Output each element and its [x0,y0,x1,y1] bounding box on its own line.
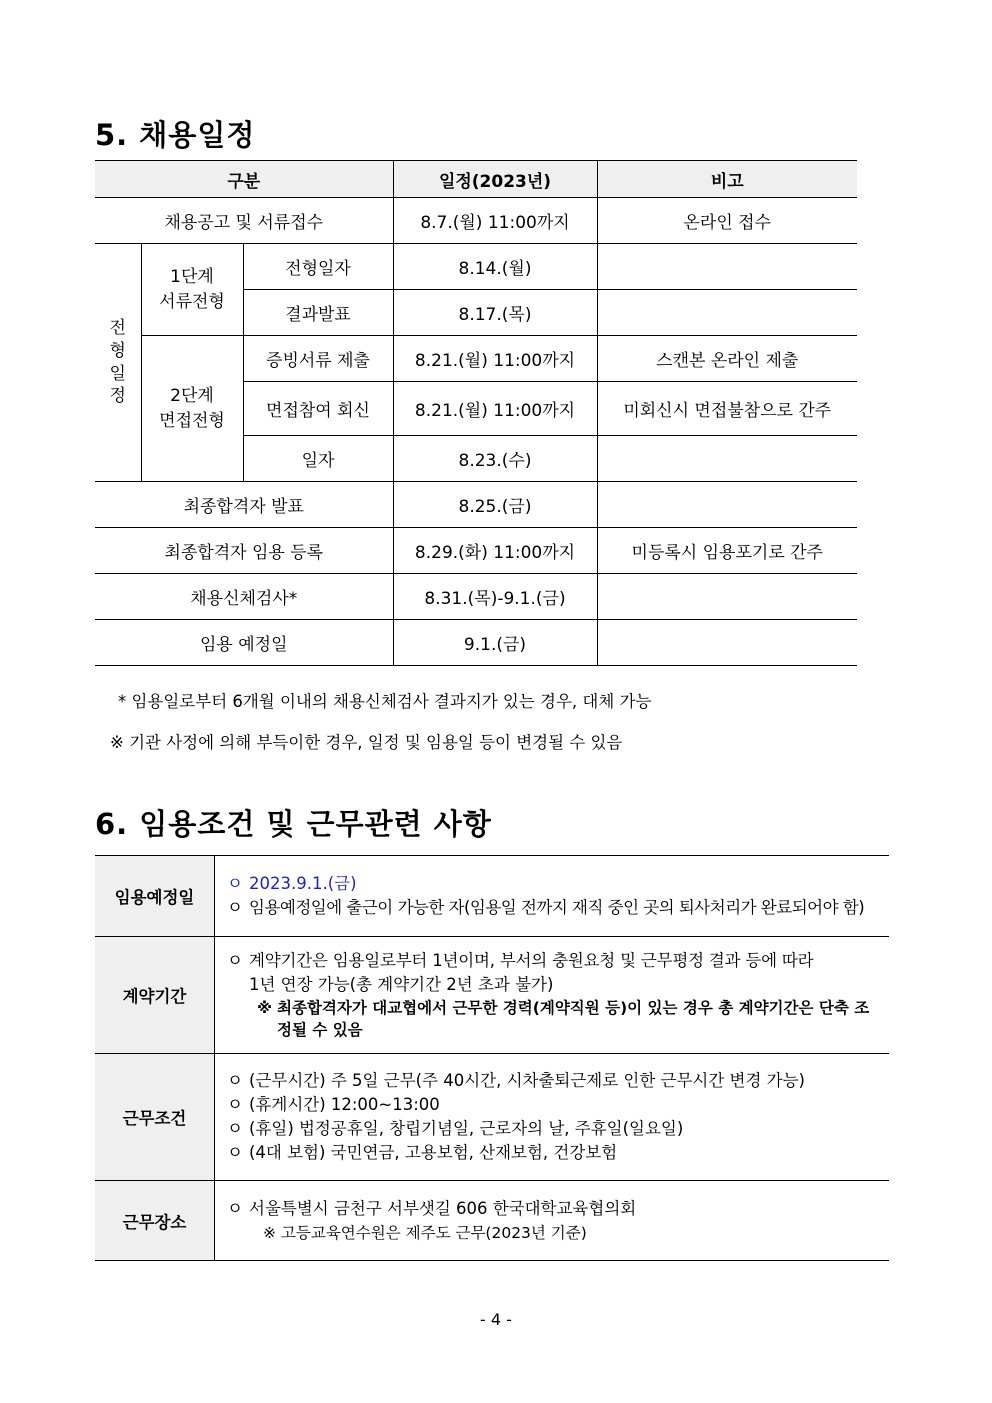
row-label: 채용신체검사* [95,574,393,620]
conditions-table [95,855,889,1261]
row-date: 8.21.(월) 11:00까지 [393,382,597,436]
row-date: 8.25.(금) [393,482,597,528]
content-work-place [215,1181,890,1261]
table-row [95,574,857,620]
col-header-schedule: 일정(2023년) [393,161,597,198]
row-note [597,244,857,290]
row-note: 온라인 접수 [597,198,857,244]
row-note [597,436,857,482]
col-header-remarks: 비고 [597,161,857,198]
bullet-icon: ㅇ [227,1198,243,1218]
table-row [95,856,889,937]
content-contract-period [215,937,890,1054]
contract-line: 계약기간은 임용일로부터 1년이며, 부서의 충원요청 및 근무평정 결과 등에 따라 [249,951,814,970]
schedule-table [95,160,857,666]
row-label: 채용공고 및 서류접수 [95,198,393,244]
table-row [95,198,857,244]
row-note [597,574,857,620]
table-row [95,937,889,1054]
row-label: 최종합격자 임용 등록 [95,528,393,574]
footnote-health-check: * 임용일로부터 6개월 이내의 채용신체검사 결과지가 있는 경우, 대체 가능 [118,692,652,711]
start-date-value: 2023.9.1.(금) [249,874,357,893]
bullet-icon: ㅇ [227,951,243,970]
table-row [95,620,857,666]
row-label: 임용 예정일 [95,620,393,666]
row-note [597,482,857,528]
bullet-icon: ㅇ [227,1119,243,1138]
content-work-conditions [215,1054,890,1181]
condition-item: (4대 보험) 국민연금, 고용보험, 산재보험, 건강보험 [249,1143,618,1162]
row-date: 8.23.(수) [393,436,597,482]
group-label-screening: 전 형 일 정 [95,244,141,482]
contract-reference: 최종합격자가 대교협에서 근무한 경력(계약직원 등)이 있는 경우 총 계약기간은 단축 조정될 수 있음 [277,999,870,1039]
row-label: 최종합격자 발표 [95,482,393,528]
contract-line-cont: 1년 연장 가능(총 계약기간 2년 초과 불가) [249,975,554,994]
footnote-schedule-change: ※ 기관 사정에 의해 부득이한 경우, 일정 및 임용일 등이 변경될 수 있음 [110,733,623,752]
table-row [95,336,857,382]
bullet-icon: ㅇ [227,1143,243,1162]
bullet-icon: ㅇ [227,898,243,917]
start-requirement: 임용예정일에 출근이 가능한 자(임용일 전까지 재직 중인 곳의 퇴사처리가 완료되어야 함) [249,898,865,917]
bullet-icon: ㅇ [227,1071,243,1090]
condition-item: (휴일) 법정공휴일, 창립기념일, 근로자의 날, 주휴일(일요일) [249,1119,684,1138]
section5-heading: 5. 채용일정 [95,118,256,152]
row-note: 스캔본 온라인 제출 [597,336,857,382]
condition-item: (휴게시간) 12:00~13:00 [249,1095,440,1114]
reference-mark-icon: ※ [257,999,273,1017]
row-date: 8.29.(화) 11:00까지 [393,528,597,574]
row-label: 전형일자 [243,244,393,290]
row-date: 8.21.(월) 11:00까지 [393,336,597,382]
table-row [95,482,857,528]
label-work-conditions: 근무조건 [95,1054,215,1181]
row-date: 8.14.(월) [393,244,597,290]
stage1-label: 1단계 서류전형 [141,244,243,336]
table-row [95,1054,889,1181]
row-date: 8.7.(월) 11:00까지 [393,198,597,244]
row-label: 결과발표 [243,290,393,336]
row-note: 미회신시 면접불참으로 간주 [597,382,857,436]
label-start-date: 임용예정일 [95,856,215,937]
label-contract-period: 계약기간 [95,937,215,1054]
row-date: 8.17.(목) [393,290,597,336]
row-note [597,290,857,336]
work-place-note: ※ 고등교육연수원은 제주도 근무(2023년 기준) [263,1223,587,1242]
row-label: 증빙서류 제출 [243,336,393,382]
row-date: 8.31.(목)-9.1.(금) [393,574,597,620]
work-place-address: 서울특별시 금천구 서부샛길 606 한국대학교육협의회 [249,1198,637,1218]
label-work-place: 근무장소 [95,1181,215,1261]
row-label: 면접참여 회신 [243,382,393,436]
table-row [95,244,857,290]
content-start-date [215,856,890,937]
condition-item: (근무시간) 주 5일 근무(주 40시간, 시차출퇴근제로 인한 근무시간 변경 가능) [249,1071,805,1090]
stage2-label: 2단계 면접전형 [141,336,243,482]
page-number: - 4 - [480,1310,512,1329]
row-date: 9.1.(금) [393,620,597,666]
table-row [95,528,857,574]
row-label: 일자 [243,436,393,482]
bullet-icon: ㅇ [227,874,243,893]
section6-heading: 6. 임용조건 및 근무관련 사항 [95,807,492,841]
row-note [597,620,857,666]
bullet-icon: ㅇ [227,1095,243,1114]
table-row [95,1181,889,1261]
row-note: 미등록시 임용포기로 간주 [597,528,857,574]
col-header-category: 구분 [95,161,393,198]
